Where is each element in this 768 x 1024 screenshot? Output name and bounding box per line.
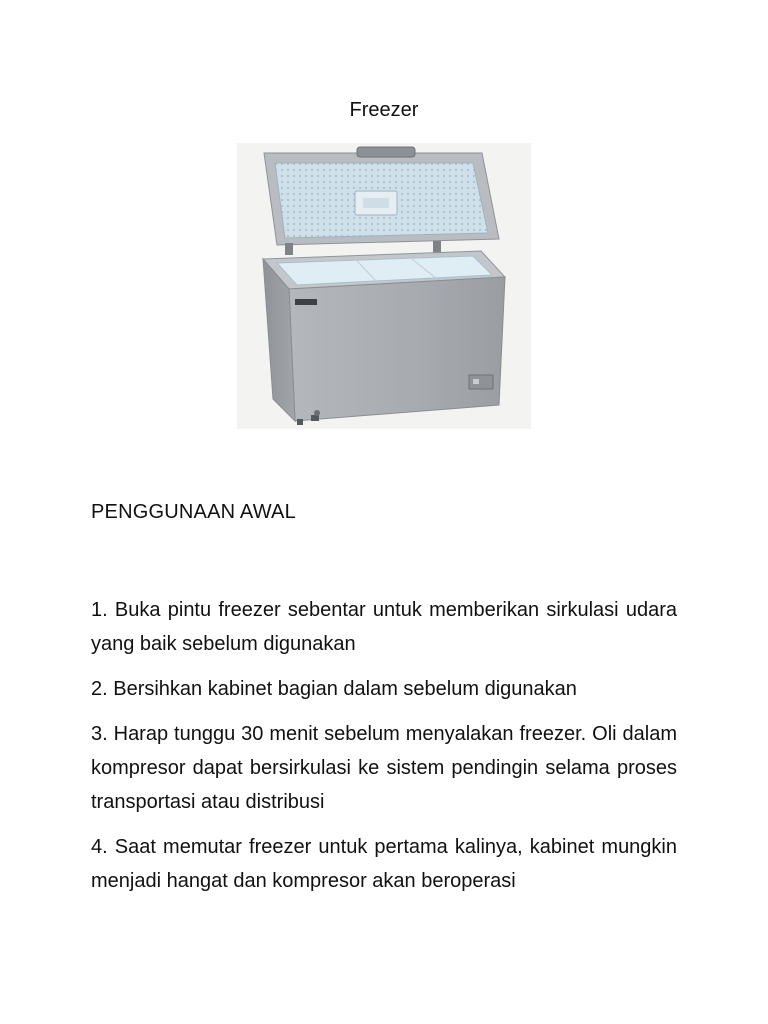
steps-list <box>91 593 677 909</box>
step-3: 3. Harap tunggu 30 menit sebelum menyalakan freezer. Oli dalam kompresor dapat bersirkulasi ke sistem pendingin selama proses transportasi atau distribusi <box>91 723 677 813</box>
step-1: 1. Buka pintu freezer sebentar untuk memberikan sirkulasi udara yang baik sebelum digunakan <box>91 599 677 655</box>
freezer-image <box>237 143 531 429</box>
chest-freezer-illustration <box>237 143 531 429</box>
document-title: Freezer <box>349 99 419 121</box>
step-4: 4. Saat memutar freezer untuk pertama kalinya, kabinet mungkin menjadi hangat dan kompresor akan beroperasi <box>91 836 677 892</box>
section-heading: PENGGUNAAN AWAL <box>91 501 296 523</box>
step-2: 2. Bersihkan kabinet bagian dalam sebelum digunakan <box>91 678 577 700</box>
